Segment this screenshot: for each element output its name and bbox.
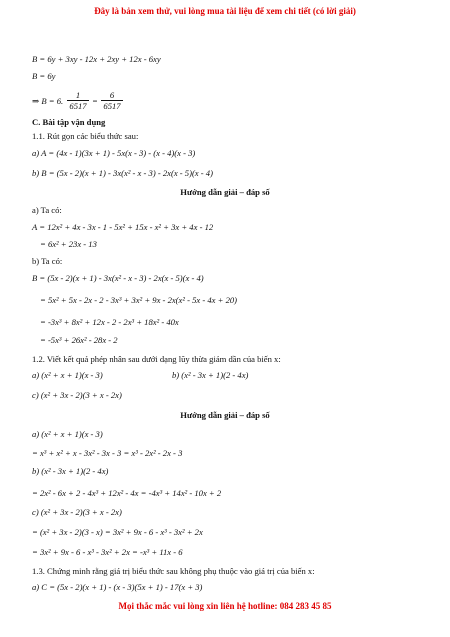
exercise-title: 1.2. Viết kết quả phép nhân sau dưới dạng lũy thừa giảm dần của biến x: [32, 354, 281, 364]
equation-line: = 6x² + 23x - 13 [40, 239, 97, 249]
solution-heading: Hướng dẫn giải – đáp số [180, 187, 270, 197]
preview-banner: Đây là bản xem thử, vui lòng mua tài liệu để xem chi tiết (có lời giải) [94, 6, 356, 16]
equals-sign: = [92, 96, 98, 106]
fraction-numerator: 1 [75, 90, 81, 100]
fraction-denominator: 6517 [101, 100, 123, 111]
equation-line: A = 12x² + 4x - 3x - 1 - 5x² + 15x - x² + 3x + 4x - 12 [32, 222, 214, 232]
equation-line: = -5x³ + 26x² - 28x - 2 [40, 335, 118, 345]
equation-line: ⇒ B = 6. [32, 96, 64, 106]
equation-line: b) (x² - 3x + 1)(2 - 4x) [32, 466, 109, 476]
fraction [67, 90, 89, 111]
section-heading: C. Bài tập vận dụng [32, 117, 106, 127]
equation-line: B = 6y [32, 71, 56, 81]
exercise-item: a) (x² + x + 1)(x - 3) [32, 370, 103, 380]
fraction-numerator: 6 [109, 90, 115, 100]
exercise-item: a) C = (5x - 2)(x + 1) - (x - 3)(5x + 1) - 17(x + 3) [32, 582, 203, 592]
equation-line: = 2x² - 6x + 2 - 4x³ + 12x² - 4x = -4x³ + 14x² - 10x + 2 [32, 488, 222, 498]
exercise-title: 1.3. Chứng minh rằng giá trị biểu thức sau không phụ thuộc vào giá trị của biến x: [32, 566, 315, 576]
equation-line: = -3x³ + 8x² + 12x - 2 - 2x³ + 18x² - 40x [40, 317, 179, 327]
exercise-item: b) B = (5x - 2)(x + 1) - 3x(x² - x - 3) - 2x(x - 5)(x - 4) [32, 168, 213, 178]
fraction-denominator: 6517 [67, 100, 89, 111]
solution-label: b) Ta có: [32, 256, 63, 266]
solution-heading: Hướng dẫn giải – đáp số [180, 410, 270, 420]
equation-line: B = 6y + 3xy - 12x + 2xy + 12x - 6xy [32, 54, 161, 64]
equation-line: = x³ + x² + x - 3x² - 3x - 3 = x³ - 2x² - 2x - 3 [32, 448, 183, 458]
equation-line: = 5x² + 5x - 2x - 2 - 3x³ + 3x² + 9x - 2x(x² - 5x - 4x + 20) [40, 295, 238, 305]
exercise-item: c) (x² + 3x - 2)(3 + x - 2x) [32, 390, 122, 400]
equation-line: a) (x² + x + 1)(x - 3) [32, 429, 103, 439]
exercise-title: 1.1. Rút gọn các biểu thức sau: [32, 131, 139, 141]
exercise-item: b) (x² - 3x + 1)(2 - 4x) [172, 370, 249, 380]
exercise-item: a) A = (4x - 1)(3x + 1) - 5x(x - 3) - (x - 4)(x - 3) [32, 148, 196, 158]
equation-line: B = (5x - 2)(x + 1) - 3x(x² - x - 3) - 2x(x - 5)(x - 4) [32, 273, 204, 283]
fraction [101, 90, 123, 111]
hotline-banner: Mọi thắc mắc vui lòng xin liên hệ hotline: 084 283 45 85 [118, 601, 332, 611]
equation-line: = 3x² + 9x - 6 - x³ - 3x² + 2x = -x³ + 11x - 6 [32, 547, 183, 557]
equation-line: c) (x² + 3x - 2)(3 + x - 2x) [32, 507, 122, 517]
equation-line: = (x² + 3x - 2)(3 - x) = 3x² + 9x - 6 - x³ - 3x² + 2x [32, 527, 203, 537]
solution-label: a) Ta có: [32, 205, 62, 215]
